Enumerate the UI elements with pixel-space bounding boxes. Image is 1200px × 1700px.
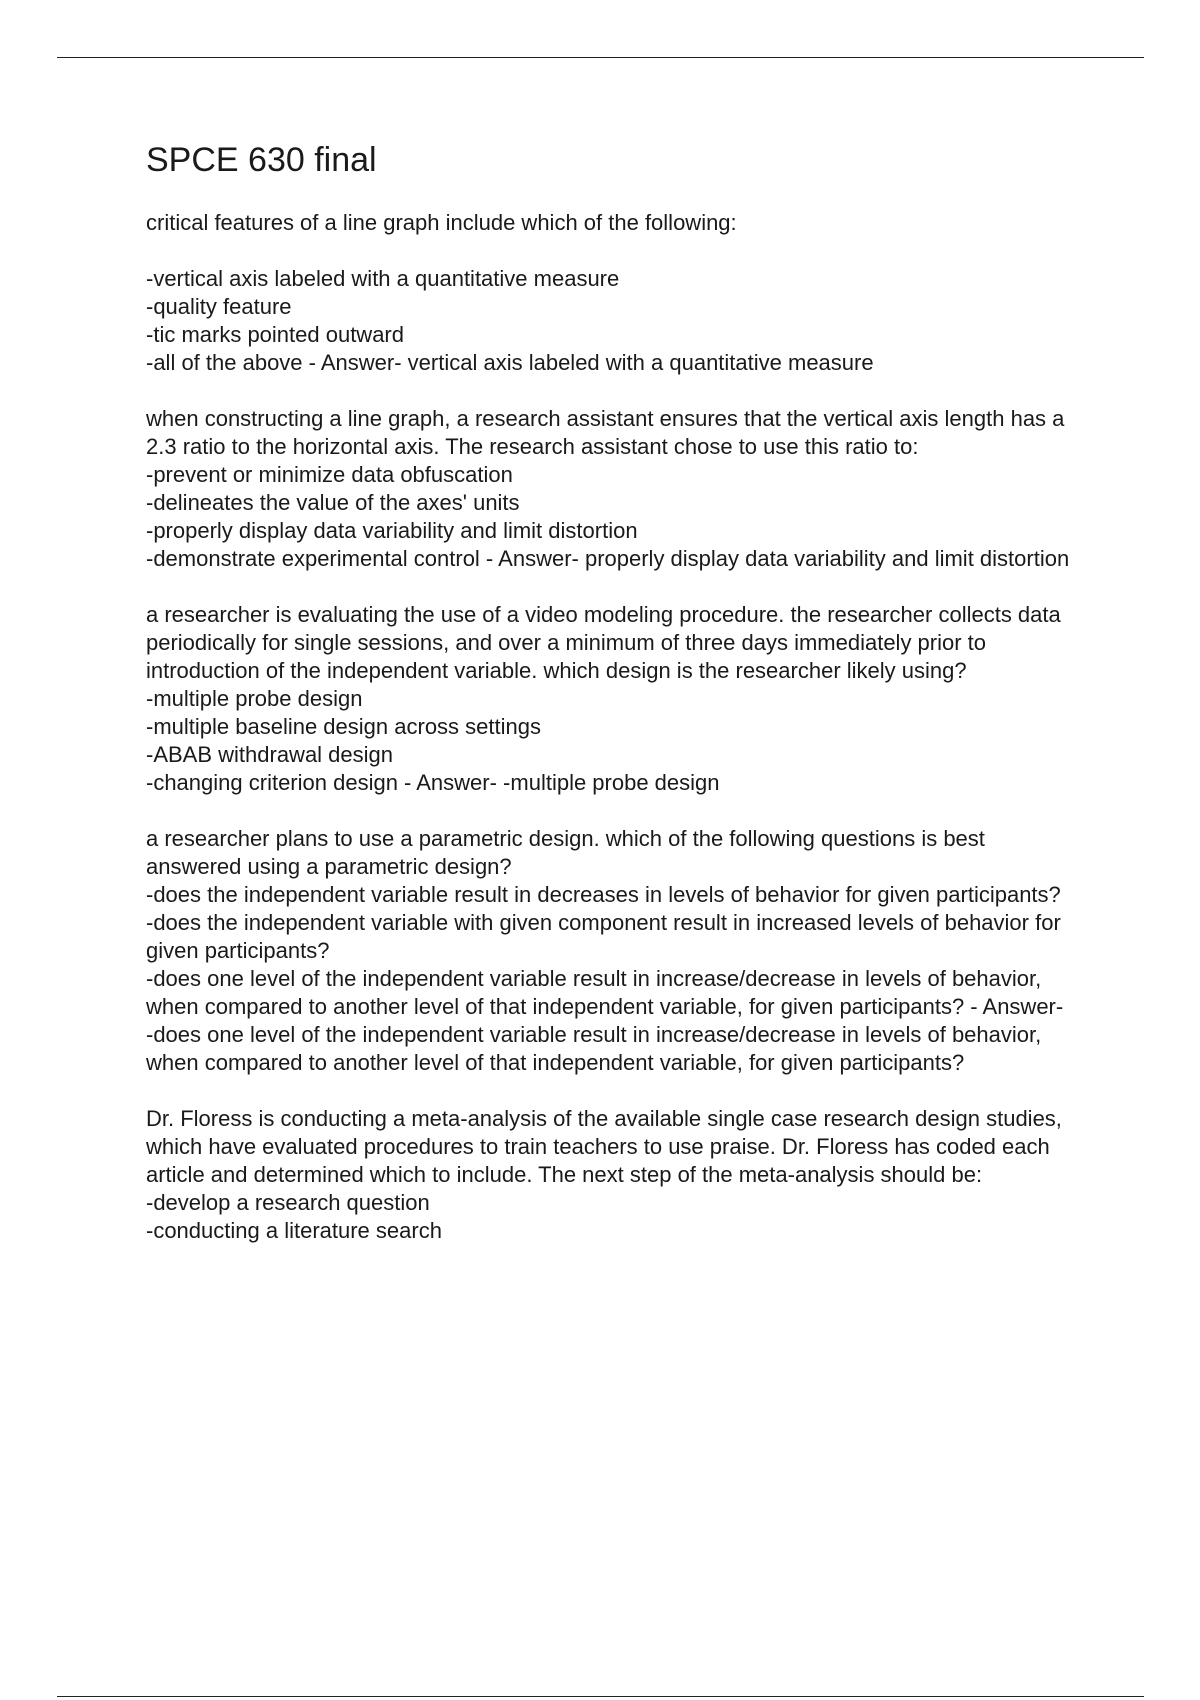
option-line: -properly display data variability and limit distortion xyxy=(146,518,638,543)
question-text: critical features of a line graph include which of the following: xyxy=(146,210,737,235)
option-line-with-answer: -all of the above - Answer- vertical axis labeled with a quantitative measure xyxy=(146,350,874,375)
question-text: when constructing a line graph, a research assistant ensures that the vertical axis length has a 2.3 ratio to the horizontal axis. The research assistant chose to use this ratio to: xyxy=(146,406,1071,459)
question-block-3 xyxy=(146,601,1076,797)
option-line: -does the independent variable with given component result in increased levels of behavior for given participants? xyxy=(146,910,1067,963)
option-line: -develop a research question xyxy=(146,1190,430,1215)
question-text: a researcher is evaluating the use of a video modeling procedure. the researcher collects data periodically for single sessions, and over a minimum of three days immediately prior to introduction of the independent variable. which design is the researcher likely using? xyxy=(146,602,1067,683)
option-line: -tic marks pointed outward xyxy=(146,322,404,347)
document-body xyxy=(146,140,1076,1273)
top-divider xyxy=(57,57,1144,58)
option-line: -prevent or minimize data obfuscation xyxy=(146,462,513,487)
option-line-with-answer: -demonstrate experimental control - Answer- properly display data variability and limit distortion xyxy=(146,546,1070,571)
question-block-4 xyxy=(146,825,1076,1077)
question-text: Dr. Floress is conducting a meta-analysis of the available single case research design studies, which have evaluated procedures to train teachers to use praise. Dr. Floress has coded each article and determined which to include. The next step of the meta-analysis should be: xyxy=(146,1106,1069,1187)
question-block-2 xyxy=(146,405,1076,573)
bottom-divider xyxy=(57,1696,1144,1697)
question-block-1 xyxy=(146,209,1076,377)
option-line: -does the independent variable result in decreases in levels of behavior for given participants? xyxy=(146,882,1061,907)
option-line: -vertical axis labeled with a quantitative measure xyxy=(146,266,620,291)
option-line-with-answer: -does one level of the independent variable result in increase/decrease in levels of behavior, when compared to another level of that independent variable, for given participants? - Answer- -does one level of the independent variable result in increase/decrease in levels of behavior, when compared to another level of that independent variable, for given participants? xyxy=(146,966,1070,1075)
option-line: -multiple baseline design across settings xyxy=(146,714,541,739)
option-line: -delineates the value of the axes' units xyxy=(146,490,520,515)
question-text: a researcher plans to use a parametric design. which of the following questions is best answered using a parametric design? xyxy=(146,826,992,879)
question-block-5 xyxy=(146,1105,1076,1245)
option-line: -quality feature xyxy=(146,294,292,319)
option-line: -conducting a literature search xyxy=(146,1218,442,1243)
option-line: -multiple probe design xyxy=(146,686,363,711)
option-line: -ABAB withdrawal design xyxy=(146,742,394,767)
option-line-with-answer: -changing criterion design - Answer- -multiple probe design xyxy=(146,770,720,795)
page-title: SPCE 630 final xyxy=(146,141,377,179)
